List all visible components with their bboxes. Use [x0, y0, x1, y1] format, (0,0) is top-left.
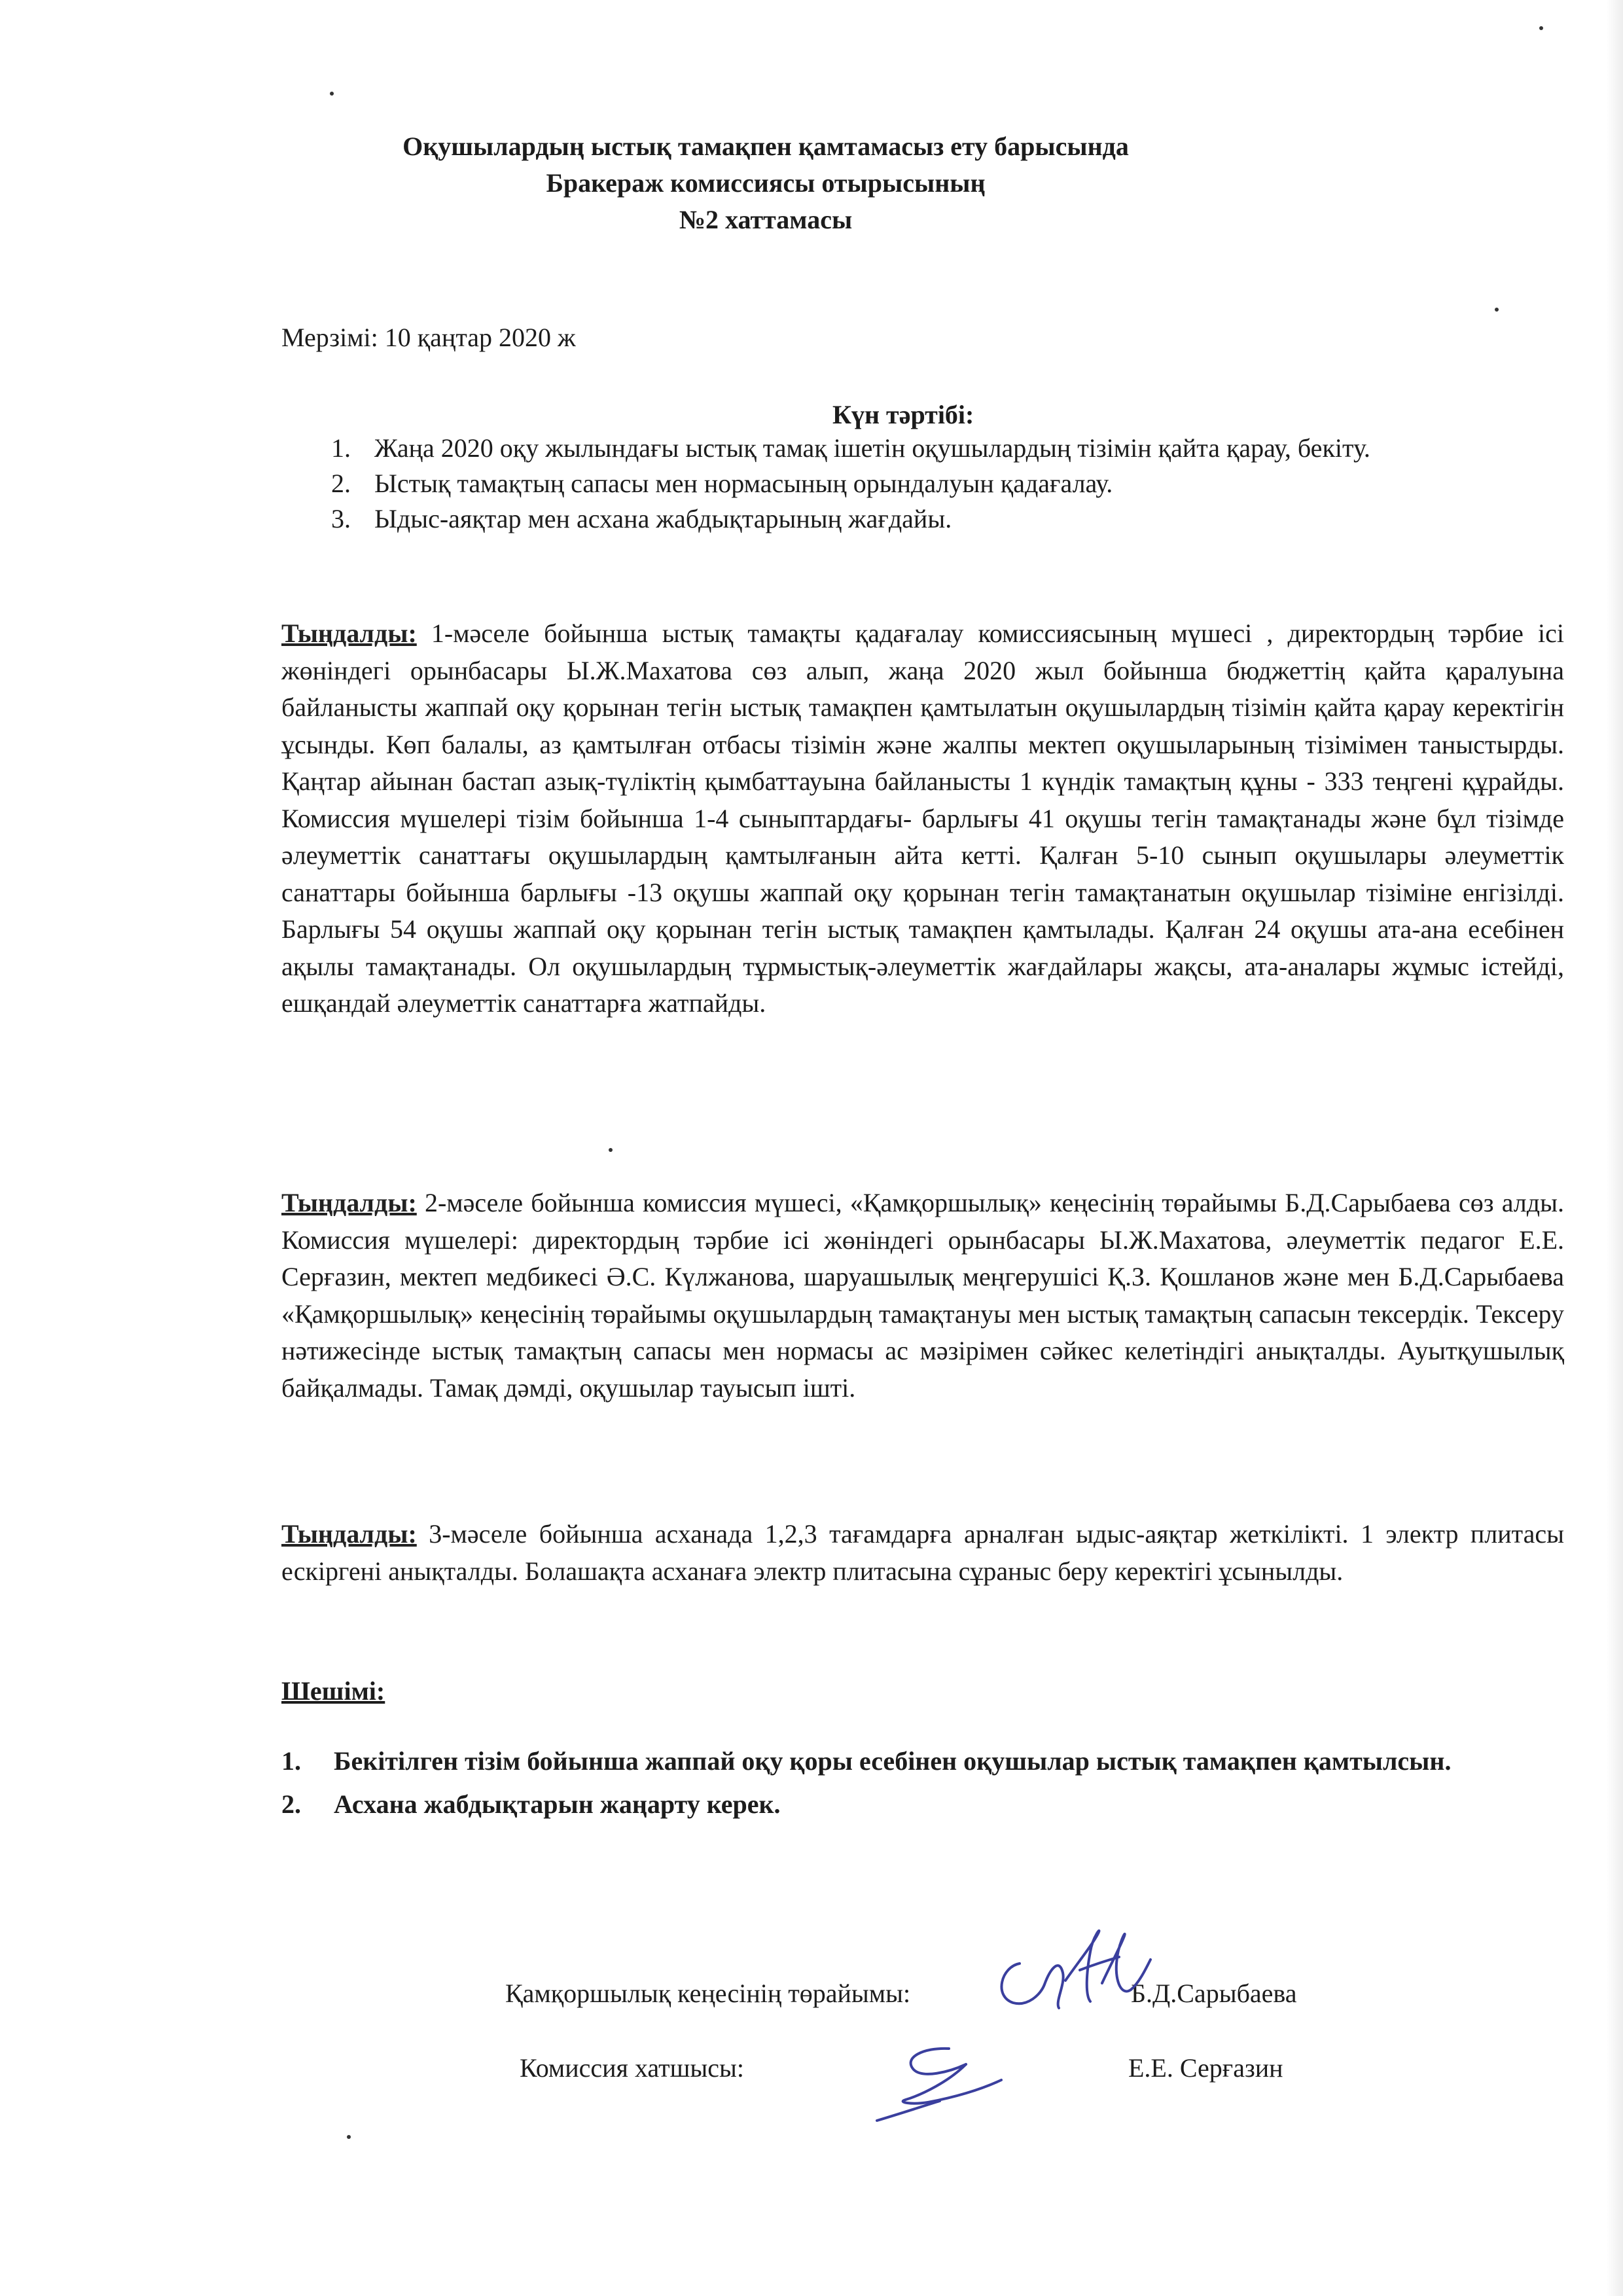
agenda-item-number: 2. — [331, 469, 351, 498]
agenda-item — [314, 501, 1558, 537]
decision-item-text: Асхана жабдықтарын жаңарту керек. — [334, 1789, 781, 1819]
chair-role: Қамқоршылық кеңесінің төрайымы: — [505, 1979, 911, 2008]
agenda-item-text: Ыдыс-аяқтар мен асхана жабдықтарының жағдайы. — [374, 504, 952, 533]
decision-heading: Шешімі: — [281, 1676, 385, 1706]
decision-item-number: 1. — [281, 1746, 301, 1776]
title-line-2: Бракераж комиссиясы отырысының — [546, 168, 986, 198]
scan-speck — [609, 1148, 613, 1152]
section-1 — [281, 615, 1564, 1022]
agenda-heading: Күн тәртібі: — [832, 400, 974, 429]
decision-item — [281, 1785, 1564, 1823]
chair-signature — [982, 1918, 1165, 2022]
secretary-name: Е.Е. Серғазин — [1128, 2053, 1283, 2083]
section-label: Тыңдалды: — [281, 1188, 417, 1217]
scan-speck — [1539, 26, 1543, 30]
agenda-item — [314, 466, 1558, 501]
chair-name: Б.Д.Сарыбаева — [1131, 1979, 1297, 2008]
agenda-item-text: Жаңа 2020 оқу жылындағы ыстық тамақ ішетін оқушылардың тізімін қайта қарау, бекіту. — [374, 433, 1370, 463]
section-3 — [281, 1516, 1564, 1590]
agenda-item-number: 3. — [331, 504, 351, 533]
section-text: 1-мәселе бойынша ыстық тамақты қадағалау комиссиясының мүшесі , директордың тәрбие ісі жөніндегі орынбасары Ы.Ж.Махатова сөз алып, жаңа 2020 жыл бойынша бюджеттің қайта қаралуына байланысты жаппай оқу қорынан тегін ыстық тамақпен қамтылатын оқушылардың тізімін қайта қарау керектігін ұсынды. Көп балалы, аз қамтылған отбасы тізімін және жалпы мектеп оқушыларының тізімімен таныстырды. Қаңтар айынан бастап азық-түліктің қымбаттауына байланысты 1 күндік тамақтың құны - 333 теңгені құрайды. Комиссия мүшелері тізім бойынша 1-4 сыныптардағы- барлығы 41 оқушы тегін тамақтанады және бұл тізімде әлеуметтік санаттағы оқушылардың қамтылғанын айта кетті. Қалған 5-10 сынып оқушылары әлеуметтік санаттары бойынша барлығы -13 оқушы жаппай оқу қорынан тегін тамақтанатын оқушылар тізіміне енгізілді. Барлығы 54 оқушы жаппай оқу қорынан тегін ыстық тамақпен қамтылады. Қалған 24 оқушы ата-ана есебінен ақылы тамақтанады. Ол оқушылардың тұрмыстық-әлеуметтік жағдайлары жақсы, ата-аналары жұмыс істейді, ешқандай әлеуметтік санаттарға жатпайды. — [281, 619, 1564, 1018]
section-2 — [281, 1185, 1564, 1407]
scan-speck — [330, 92, 334, 96]
section-text: 3-мәселе бойынша асханада 1,2,3 тағамдарға арналған ыдыс-аяқтар жеткілікті. 1 электр плитасы ескіргені анықталды. Болашақта асханаға электр плитасына сұраныс беру керектігі ұсынылды. — [281, 1519, 1564, 1586]
scan-speck — [1495, 308, 1499, 312]
decision-list — [281, 1742, 1564, 1829]
decision-item-number: 2. — [281, 1789, 301, 1819]
scan-edge-shadow — [1606, 0, 1623, 2296]
agenda-item — [314, 431, 1558, 466]
decision-item-text: Бекітілген тізім бойынша жаппай оқу қоры есебінен оқушылар ыстық тамақпен қамтылсын. — [334, 1746, 1452, 1776]
section-text: 2-мәселе бойынша комиссия мүшесі, «Қамқоршылық» кеңесінің төрайымы Б.Д.Сарыбаева сөз алды. Комиссия мүшелері: директордың тәрбие ісі жөніндегі орынбасары Ы.Ж.Махатова, әлеуметтік педагог Е.Е. Серғазин, мектеп медбикесі Ә.С. Күлжанова, шаруашылық меңгерушісі Қ.З. Қошланов және мен Б.Д.Сарыбаева «Қамқоршылық» кеңесінің төрайымы оқушылардың тамақтануы мен ыстық тамақтың сапасын тексердік. Тексеру нәтижесінде ыстық тамақтың сапасы мен нормасы ас мәзірімен сәйкес келетіндігі анықталды. Ауытқушылық байқалмады. Тамақ дәмді, оқушылар тауысып ішті. — [281, 1188, 1564, 1403]
decision-item — [281, 1742, 1564, 1780]
agenda-item-text: Ыстық тамақтың сапасы мен нормасының орындалуын қадағалау. — [374, 469, 1113, 498]
agenda-list — [314, 431, 1558, 537]
section-label: Тыңдалды: — [281, 619, 417, 648]
title-line-3: №2 хаттамасы — [679, 205, 853, 234]
scan-speck — [347, 2135, 351, 2139]
section-label: Тыңдалды: — [281, 1519, 417, 1549]
secretary-role: Комиссия хатшысы: — [520, 2053, 745, 2083]
meeting-date: Мерзімі: 10 қаңтар 2020 ж — [281, 323, 576, 352]
secretary-signature — [851, 2029, 1041, 2127]
document-title — [366, 128, 1165, 238]
title-line-1: Оқушылардың ыстық тамақпен қамтамасыз ету барысында — [402, 132, 1129, 161]
agenda-item-number: 1. — [331, 433, 351, 463]
